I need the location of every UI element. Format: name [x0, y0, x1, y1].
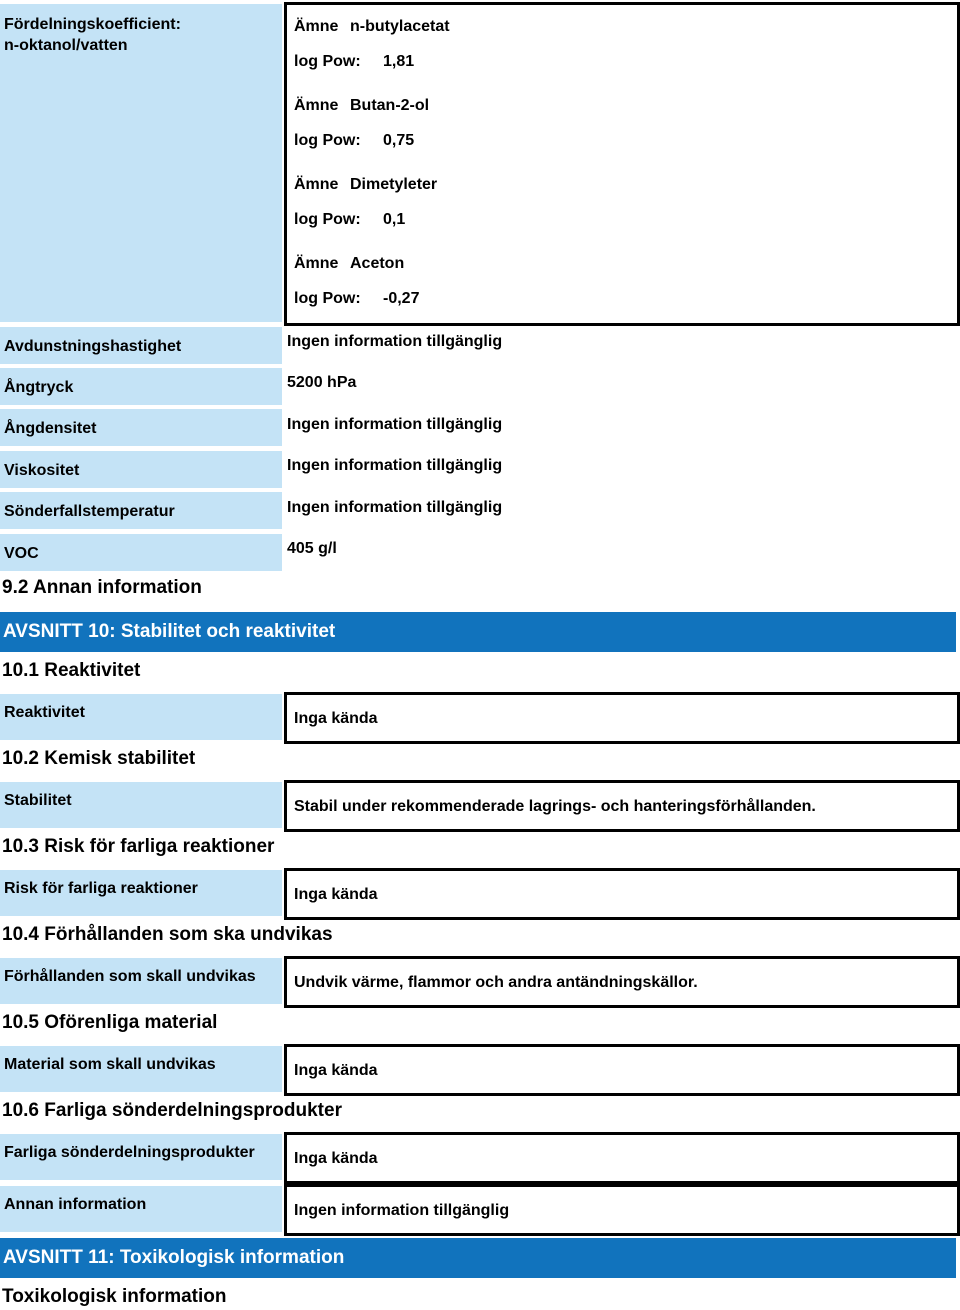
section-11-header: AVSNITT 11: Toxikologisk information	[0, 1238, 956, 1278]
label-stabilitet: Stabilitet	[0, 782, 282, 828]
value-material: Inga kända	[294, 1062, 378, 1079]
partition-label-line2: n-oktanol/vatten	[4, 37, 128, 54]
amne-label: Ämne	[294, 176, 339, 193]
amne-label: Ämne	[294, 97, 339, 114]
value-reaktivitet: Inga kända	[294, 710, 378, 727]
prop-value-angdensitet: Ingen information tillgänglig	[287, 416, 503, 433]
substance-row	[294, 97, 429, 115]
prop-value-sonderfall: Ingen information tillgänglig	[287, 499, 503, 516]
value-risk: Inga kända	[294, 886, 378, 903]
substance-name: n-butylacetat	[350, 18, 450, 35]
subheading-9-2: 9.2 Annan information	[2, 577, 202, 598]
subheading-toxikologisk: Toxikologisk information	[2, 1286, 227, 1307]
substance-name: Dimetyleter	[350, 176, 438, 193]
subheading-10-5: 10.5 Oförenliga material	[2, 1012, 218, 1033]
value-sonderdelning: Inga kända	[294, 1150, 378, 1167]
amne-label: Ämne	[294, 18, 339, 35]
logpow-label: log Pow:	[294, 290, 361, 307]
subheading-10-4: 10.4 Förhållanden som ska undvikas	[2, 924, 333, 945]
logpow-label: log Pow:	[294, 211, 361, 228]
prop-value-voc: 405 g/l	[287, 540, 337, 557]
value-forhallanden: Undvik värme, flammor och andra antändningskällor.	[294, 974, 698, 991]
logpow-value: 0,1	[383, 211, 406, 228]
label-material: Material som skall undvikas	[0, 1046, 282, 1092]
value-box-sonderdelning	[284, 1132, 960, 1184]
logpow-value: 1,81	[383, 53, 415, 70]
label-annan-information: Annan information	[0, 1186, 282, 1232]
subheading-10-1: 10.1 Reaktivitet	[2, 660, 141, 681]
logpow-row	[294, 132, 414, 150]
value-annan-information: Ingen information tillgänglig	[294, 1202, 510, 1219]
logpow-label: log Pow:	[294, 53, 361, 70]
prop-label-angtryck: Ångtryck	[0, 368, 282, 405]
logpow-label: log Pow:	[294, 132, 361, 149]
partition-values-box	[284, 2, 960, 326]
substance-row	[294, 255, 404, 273]
subheading-10-6: 10.6 Farliga sönderdelningsprodukter	[2, 1100, 342, 1121]
substance-row	[294, 18, 450, 36]
substance-row	[294, 176, 437, 194]
substance-name: Butan-2-ol	[350, 97, 430, 114]
section-10-header: AVSNITT 10: Stabilitet och reaktivitet	[0, 612, 956, 652]
logpow-row	[294, 211, 405, 229]
label-risk: Risk för farliga reaktioner	[0, 870, 282, 916]
subheading-10-2: 10.2 Kemisk stabilitet	[2, 748, 196, 769]
value-box-risk	[284, 868, 960, 920]
substance-name: Aceton	[350, 255, 405, 272]
prop-value-avdunstning: Ingen information tillgänglig	[287, 333, 503, 350]
subheading-10-3: 10.3 Risk för farliga reaktioner	[2, 836, 275, 857]
prop-value-viskositet: Ingen information tillgänglig	[287, 457, 503, 474]
value-stabilitet: Stabil under rekommenderade lagrings- och hanteringsförhållanden.	[294, 798, 816, 815]
label-sonderdelning: Farliga sönderdelningsprodukter	[0, 1134, 282, 1180]
prop-label-voc: VOC	[0, 534, 282, 571]
partition-label	[0, 4, 282, 322]
label-reaktivitet: Reaktivitet	[0, 694, 282, 740]
logpow-row	[294, 290, 419, 308]
logpow-row	[294, 53, 414, 71]
prop-label-sonderfall: Sönderfallstemperatur	[0, 492, 282, 529]
value-box-reaktivitet	[284, 692, 960, 744]
prop-label-viskositet: Viskositet	[0, 451, 282, 488]
partition-label-line1: Fördelningskoefficient:	[4, 16, 181, 33]
prop-value-angtryck: 5200 hPa	[287, 374, 357, 391]
prop-label-angdensitet: Ångdensitet	[0, 409, 282, 446]
prop-label-avdunstning: Avdunstningshastighet	[0, 327, 282, 364]
logpow-value: 0,75	[383, 132, 415, 149]
value-box-material	[284, 1044, 960, 1096]
amne-label: Ämne	[294, 255, 339, 272]
logpow-value: -0,27	[383, 290, 420, 307]
label-forhallanden: Förhållanden som skall undvikas	[0, 958, 282, 1004]
